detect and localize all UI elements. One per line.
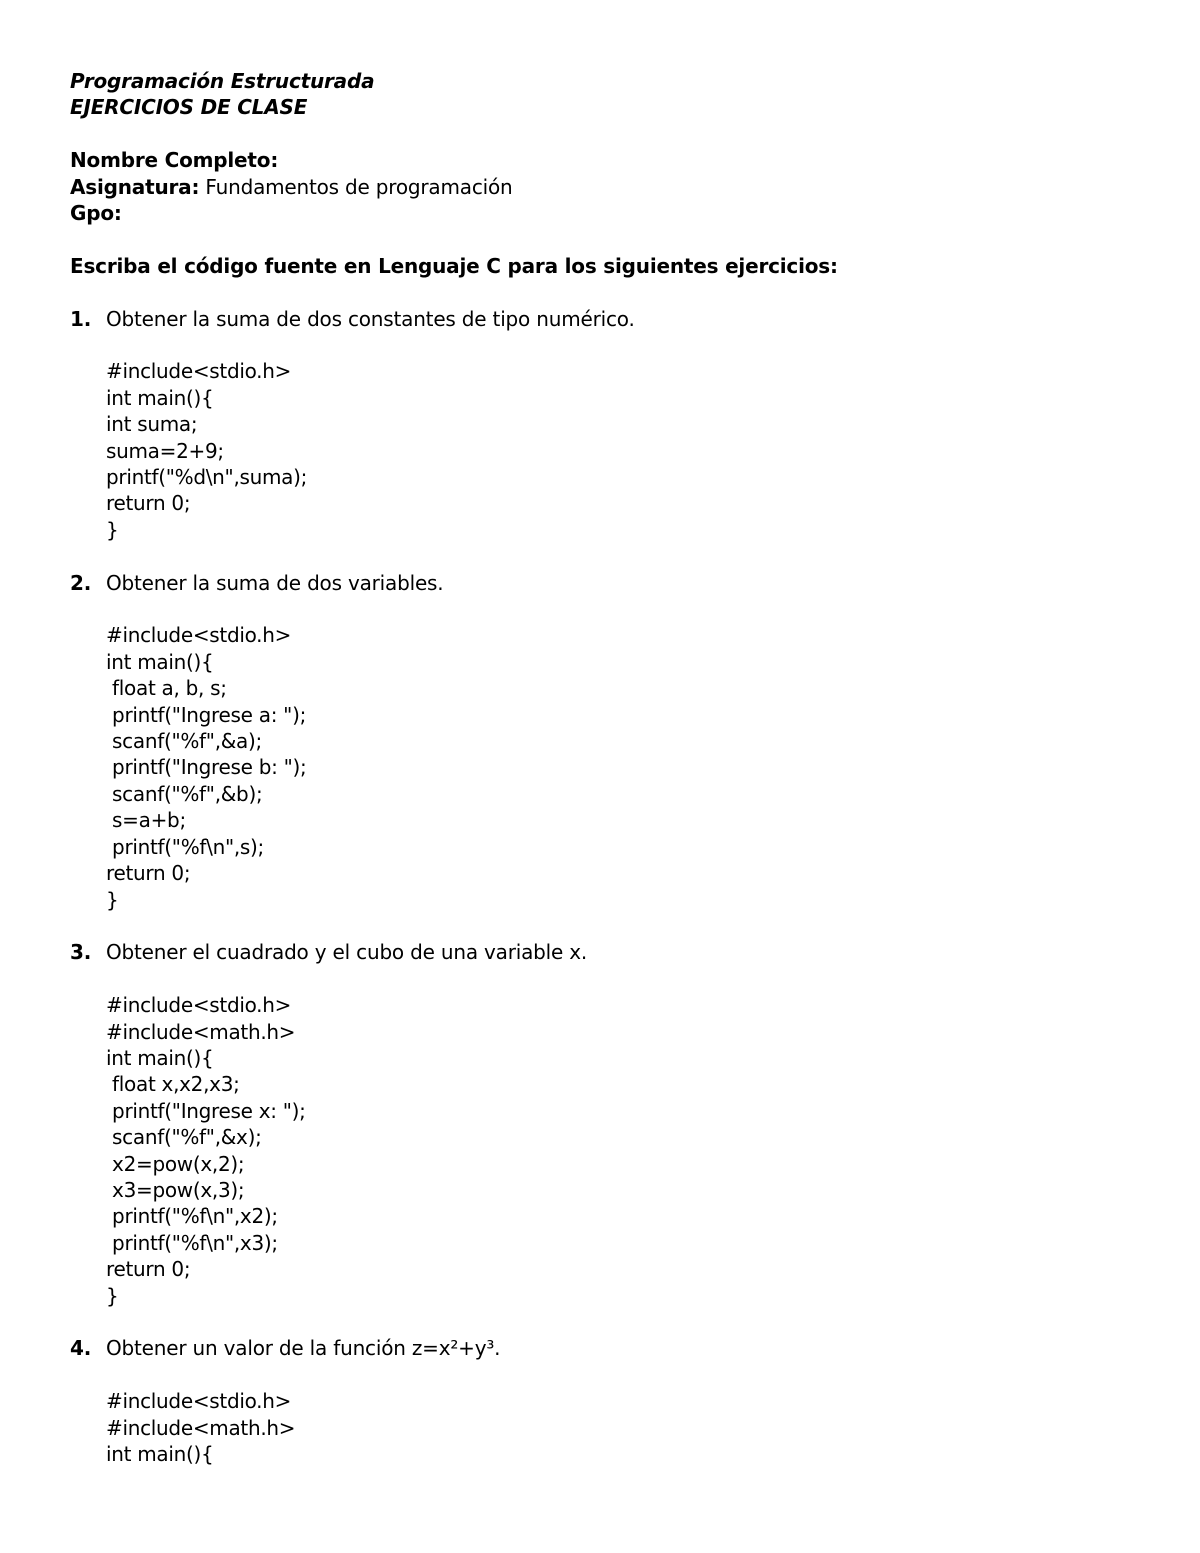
code-line: int suma;: [106, 412, 198, 437]
code-line: x2=pow(x,2);: [106, 1151, 245, 1176]
code-line: return 0;: [106, 1257, 191, 1282]
exercise-statement: Obtener el cuadrado y el cubo de una variable x.: [106, 940, 588, 965]
exercise-header: [70, 570, 1130, 596]
code-line: return 0;: [106, 861, 191, 886]
exercise-list: [70, 306, 1130, 1468]
instructions: Escriba el código fuente en Lenguaje C para los siguientes ejercicios:: [70, 253, 838, 278]
code-line: printf("%f\n",x3);: [106, 1230, 278, 1255]
exercise-statement: Obtener un valor de la función z=x²+y³.: [106, 1336, 501, 1361]
code-line: scanf("%f",&b);: [106, 781, 263, 806]
document-subtitle: EJERCICIOS DE CLASE: [70, 95, 308, 120]
exercise-1: [70, 306, 1130, 570]
code-block: [106, 358, 1130, 543]
code-line: #include<math.h>: [106, 1019, 296, 1044]
spacer: [70, 543, 1130, 569]
exercise-number: 1.: [70, 306, 92, 331]
exercise-number: 3.: [70, 940, 92, 965]
code-line: printf("Ingrese a: ");: [106, 702, 307, 727]
code-line: int main(){: [106, 1441, 214, 1466]
exercise-2: [70, 570, 1130, 940]
exercise-statement: Obtener la suma de dos constantes de tipo numérico.: [106, 306, 635, 331]
code-line: return 0;: [106, 491, 191, 516]
code-line: #include<stdio.h>: [106, 623, 292, 648]
exercise-4: [70, 1335, 1130, 1467]
code-line: scanf("%f",&a);: [106, 729, 262, 754]
spacer: [70, 913, 1130, 939]
code-line: }: [106, 1283, 119, 1308]
subject-label: Asignatura:: [70, 174, 200, 199]
code-line: scanf("%f",&x);: [106, 1125, 262, 1150]
subject-line: [70, 174, 1130, 200]
name-label: Nombre Completo:: [70, 148, 279, 173]
code-line: #include<stdio.h>: [106, 993, 292, 1018]
course-title: Programación Estructurada: [70, 69, 375, 93]
code-block: [106, 622, 1130, 912]
subject-value: Fundamentos de programación: [199, 174, 513, 199]
code-line: }: [106, 517, 119, 542]
exercise-3: [70, 939, 1130, 1335]
exercise-statement: Obtener la suma de dos variables.: [106, 570, 444, 595]
exercise-number: 4.: [70, 1336, 92, 1361]
code-line: int main(){: [106, 649, 214, 674]
code-line: printf("%f\n",x2);: [106, 1204, 278, 1229]
code-line: #include<stdio.h>: [106, 359, 292, 384]
code-line: printf("Ingrese x: ");: [106, 1098, 306, 1123]
code-line: float a, b, s;: [106, 676, 227, 701]
code-line: int main(){: [106, 1045, 214, 1070]
spacer: [70, 121, 1130, 147]
code-line: s=a+b;: [106, 808, 186, 833]
document-page: [70, 68, 1130, 1467]
code-line: printf("%d\n",suma);: [106, 465, 308, 490]
exercise-header: [70, 1335, 1130, 1361]
code-line: printf("Ingrese b: ");: [106, 755, 307, 780]
code-line: int main(){: [106, 385, 214, 410]
code-line: #include<stdio.h>: [106, 1389, 292, 1414]
group-label: Gpo:: [70, 201, 122, 226]
spacer: [70, 226, 1130, 252]
code-line: printf("%f\n",s);: [106, 834, 264, 859]
code-line: x3=pow(x,3);: [106, 1177, 245, 1202]
code-block: [106, 1388, 1130, 1467]
exercise-header: [70, 939, 1130, 965]
code-line: #include<math.h>: [106, 1415, 296, 1440]
spacer: [70, 1309, 1130, 1335]
code-line: suma=2+9;: [106, 438, 224, 463]
code-block: [106, 992, 1130, 1309]
spacer: [70, 279, 1130, 305]
exercise-number: 2.: [70, 570, 92, 595]
code-line: float x,x2,x3;: [106, 1072, 240, 1097]
exercise-header: [70, 306, 1130, 332]
code-line: }: [106, 887, 119, 912]
